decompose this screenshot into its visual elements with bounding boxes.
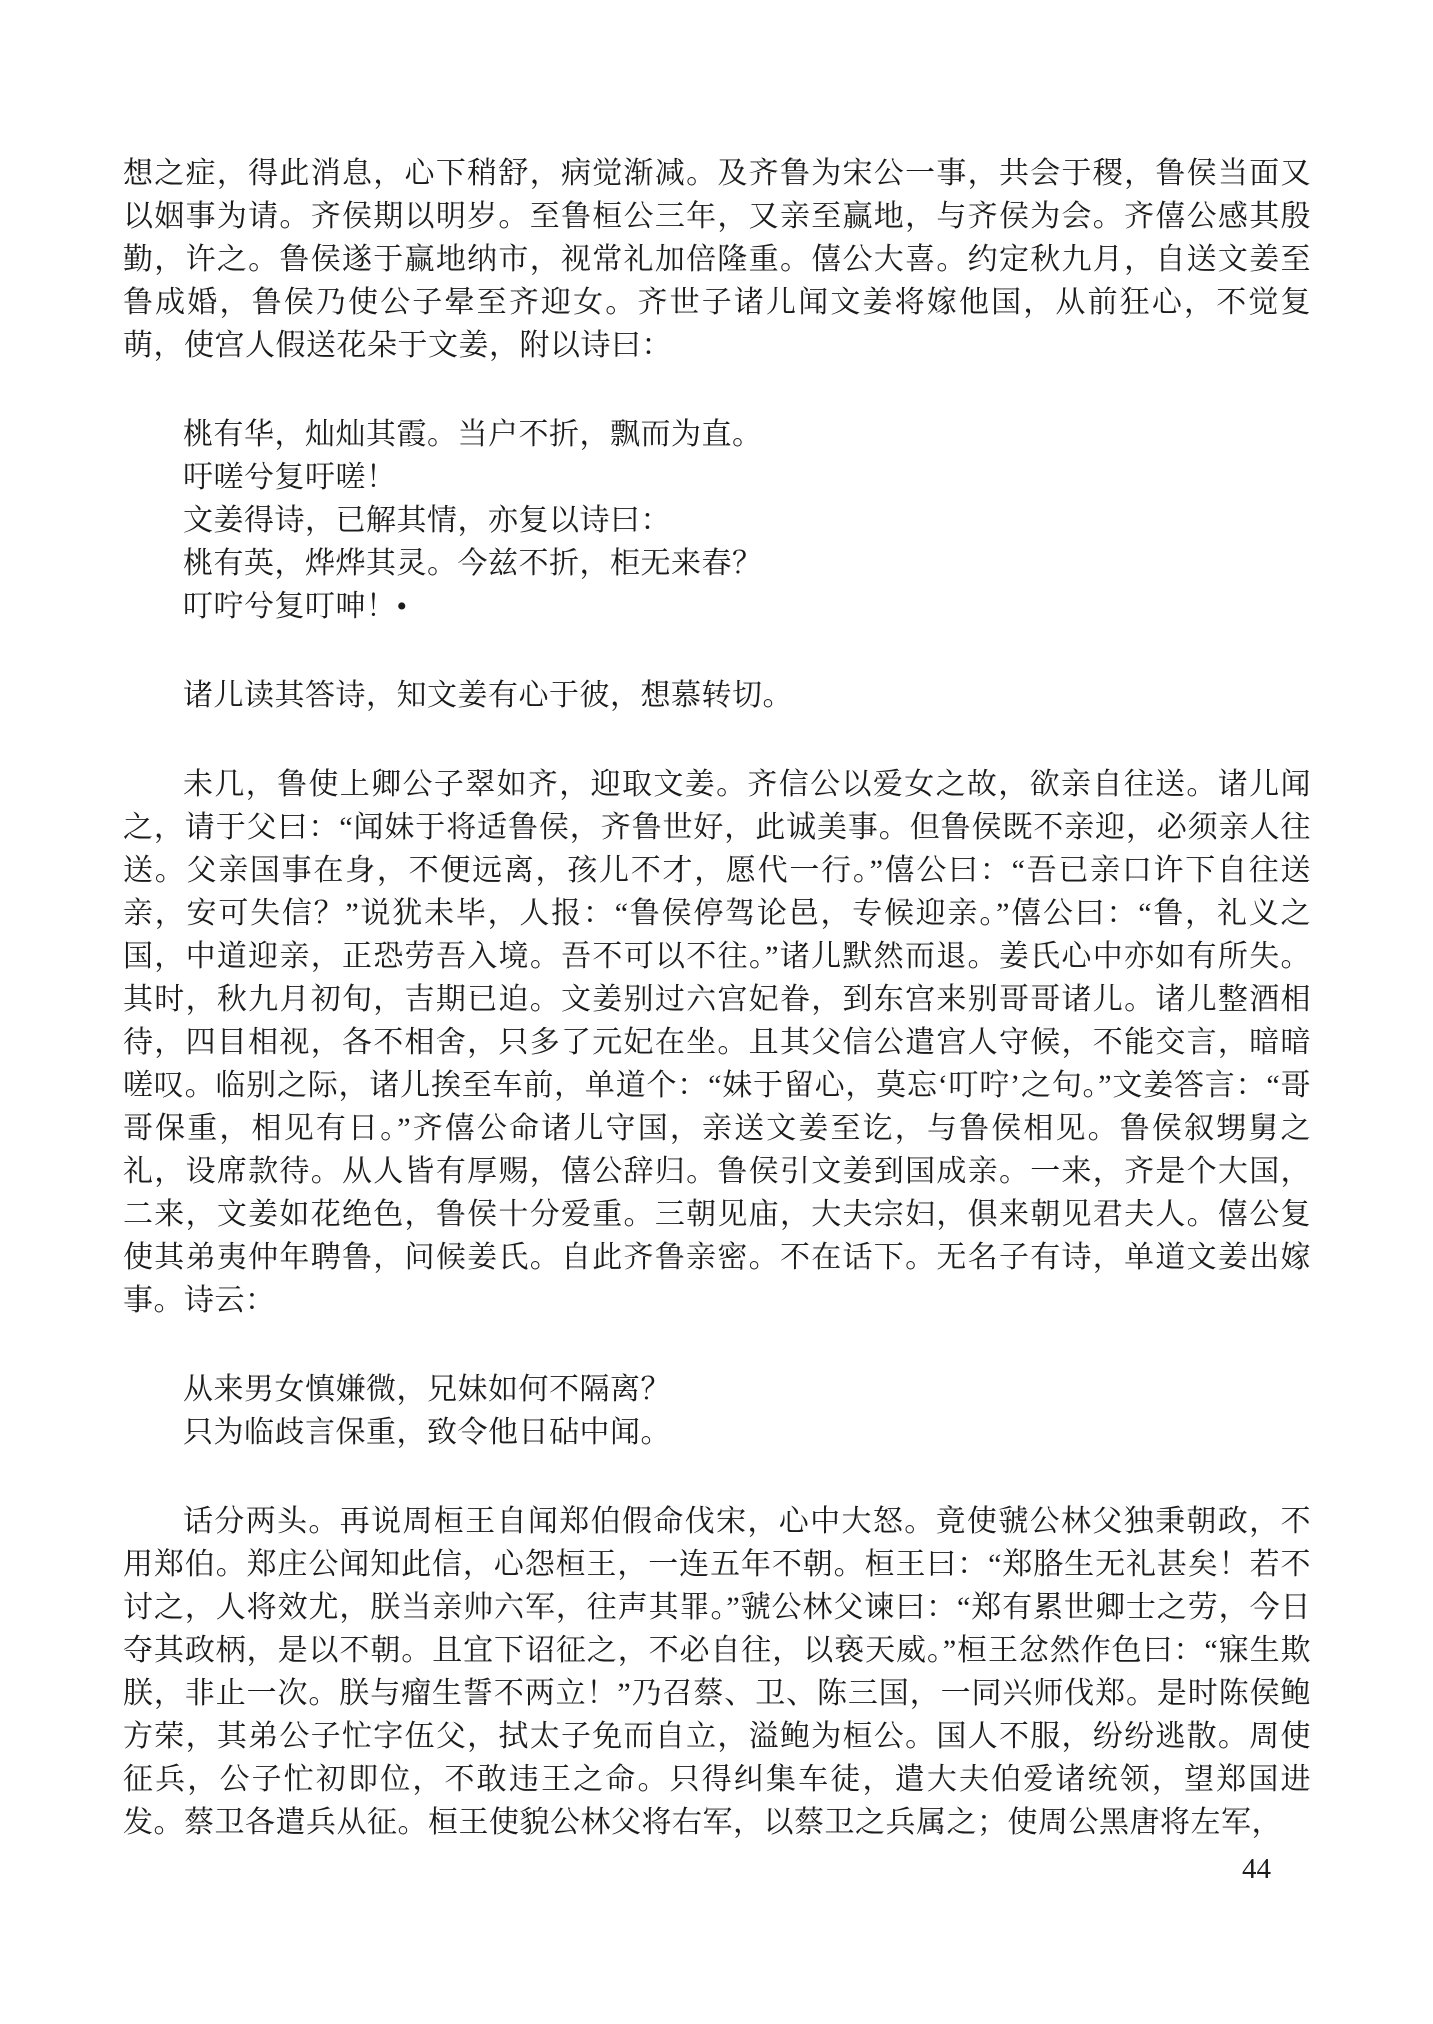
poem-line: 吁嗟兮复吁嗟！ — [183, 461, 397, 494]
body-paragraph-4: 话分两头。再说周桓王自闻郑伯假命伐宋，心中大怒。竟使虢公林父独秉朝政，不用郑伯。郑庄公闻知此信，心怨桓王，一连五年不朝。桓王曰：“郑胳生无礼甚矣！若不讨之，人将效尤，朕当亲帅六军，往声其罪。”虢公林父谏曰：“郑有累世卿士之劳，今日夺其政柄，是以不朝。且宜下诏征之，不必自往，以亵天威。”桓王忿然作色曰：“寐生欺朕，非止一次。朕与瘤生誓不两立！”乃召蔡、卫、陈三国，一同兴师伐郑。是时陈侯鲍方荣，其弟公子忙字伍父，拭太子免而自立，溢鲍为桓公。国人不服，纷纷逃散。周使征兵，公子忙初即位，不敢违王之命。只得纠集车徒，遣大夫伯爱诸统领，望郑国进发。蔡卫各遣兵从征。桓王使貌公林父将右军，以蔡卫之兵属之；使周公黑唐将左军， — [123, 1505, 1311, 1839]
body-paragraph-3: 未几，鲁使上卿公子翠如齐，迎取文姜。齐信公以爱女之故，欲亲自往送。诸儿闻之，请于父曰：“闻妹于将适鲁侯，齐鲁世好，此诚美事。但鲁侯既不亲迎，必须亲人往送。父亲国事在身，不便远离，孩儿不才，愿代一行。”僖公曰：“吾已亲口许下自往送亲，安可失信？”说犹未毕，人报：“鲁侯停驾论邑，专候迎亲。”僖公曰：“鲁，礼义之国，中道迎亲，正恐劳吾入境。吾不可以不往。”诸儿默然而退。姜氏心中亦如有所失。其时，秋九月初旬，吉期已迫。文姜别过六宫妃眷，到东宫来别哥哥诸儿。诸儿整酒相待，四目相视，各不相舍，只多了元妃在坐。且其父信公遣宫人守候，不能交言，暗暗嗟叹。临别之际，诸儿挨至车前，单道个：“妹于留心，莫忘‘叮咛’之句。”文姜答言：“哥哥保重，相见有日。”齐僖公命诸儿守国，亲送文姜至讫，与鲁侯相见。鲁侯叙甥舅之礼，设席款待。从人皆有厚赐，僖公辞归。鲁侯引文姜到国成亲。一来，齐是个大国，二来，文姜如花绝色，鲁侯十分爱重。三朝见庙，大夫宗妇，俱来朝见君夫人。僖公复使其弟夷仲年聘鲁，问候姜氏。自此齐鲁亲密。不在话下。无名子有诗，单道文姜出嫁事。诗云： — [123, 768, 1311, 1317]
poem-block-1 — [123, 413, 1311, 628]
body-paragraph-2: 诸儿读其答诗，知文姜有心于彼，想慕转切。 — [183, 679, 793, 712]
poem-line: 桃有英，烨烨其灵。今兹不折，柜无来春？ — [183, 547, 763, 580]
poem-line: 文姜得诗，已解其情，亦复以诗曰： — [183, 504, 671, 537]
poem-line: 叮咛兮复叮呻！• — [183, 590, 408, 623]
poem-line: 从来男女慎嫌微，兄妹如何不隔离？ — [183, 1373, 671, 1406]
page-number: 44 — [1242, 1853, 1271, 1885]
poem-block-2 — [123, 1368, 1311, 1454]
poem-line: 桃有华，灿灿其霞。当户不折，飘而为直。 — [183, 418, 763, 451]
text-content — [123, 152, 1311, 1844]
body-paragraph-1: 想之症，得此消息，心下稍舒，病觉渐减。及齐鲁为宋公一事，共会于稷，鲁侯当面又以姻事为请。齐侯期以明岁。至鲁桓公三年，又亲至赢地，与齐侯为会。齐僖公感其殷勤，许之。鲁侯遂于赢地纳市，视常礼加倍隆重。僖公大喜。约定秋九月，自送文姜至鲁成婚，鲁侯乃使公子晕至齐迎女。齐世子诸儿闻文姜将嫁他国，从前狂心，不觉复萌，使宫人假送花朵于文姜，附以诗曰： — [123, 157, 1311, 362]
poem-line: 只为临歧言保重，致令他日砧中闻。 — [183, 1416, 671, 1449]
